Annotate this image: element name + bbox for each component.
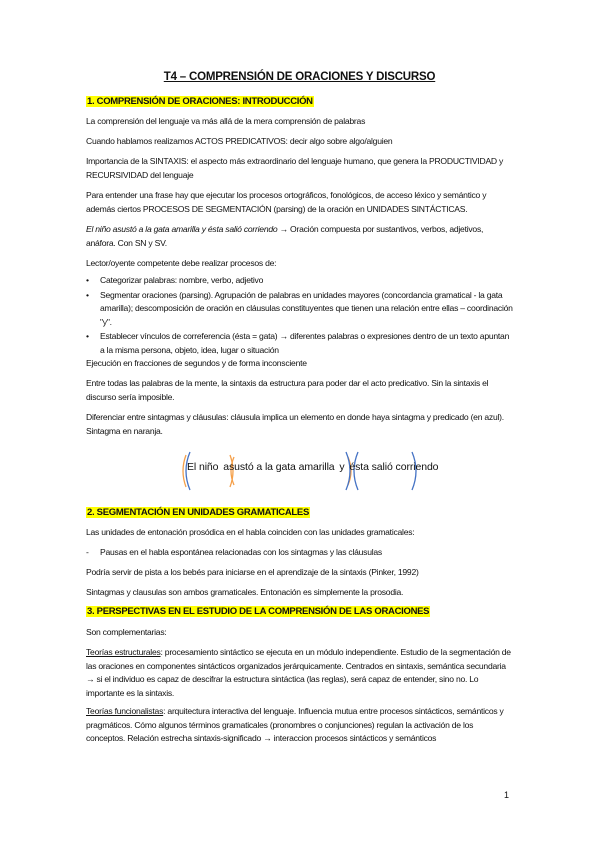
dash-marker: - bbox=[86, 547, 89, 557]
phrase-predicate: asustó a la gata amarilla bbox=[223, 461, 335, 473]
paragraph: Para entender una frase hay que ejecutar los procesos ortográficos, fonológicos, de acceso léxico y semántico y además ciertos PROCESOS DE SEGMENTACIÓN (parsing) de la oración en UNIDADES SINTÁCTICAS. bbox=[86, 190, 487, 214]
paragraph: La comprensión del lenguaje va más allá de la mera comprensión de palabras bbox=[86, 116, 366, 126]
example-explanation: → Oración compuesta por sustantivos, verbos, adjetivos, anáfora. Con SN y SV. bbox=[86, 224, 484, 248]
list-item: • Categorizar palabras: nombre, verbo, adjetivo bbox=[86, 274, 514, 288]
list-item: • Establecer vínculos de correferencia (ésta = gata) → diferentes palabras o expresiones dentro de un texto apuntan a la misma persona, objeto, idea, lugar o situación bbox=[86, 331, 510, 355]
paragraph: Entre todas las palabras de la mente, la sintaxis da estructura para poder dar el acto predicativo. Sin la sintaxis el discurso sería imposible. bbox=[86, 378, 489, 402]
bullet-marker: • bbox=[86, 289, 89, 300]
paragraph: Importancia de la SINTAXIS: el aspecto más extraordinario del lenguaje humano, que genera la PRODUCTIVIDAD y RECURSIVIDAD del lenguaje bbox=[86, 156, 504, 180]
example-paragraph bbox=[86, 223, 514, 250]
section-2-heading bbox=[86, 506, 514, 520]
paragraph: Podría servir de pista a los bebés para iniciarse en el aprendizaje de la sintaxis (Pinker, 1992) bbox=[86, 567, 419, 577]
structural-theories-paragraph: Teorías estructurales: procesamiento sintáctico se ejecuta en un módulo independiente. Estudio de la segmentación de las oraciones en componentes sintácticos organizados jerárquicamente. Centrados en sintaxis, semántica secundaria → si el individuo es capaz de descifrar la estructura sintáctica (las reglas), será capaz de entender, sino no. Lo importante es la sintaxis. bbox=[86, 647, 511, 698]
page-number: 1 bbox=[504, 790, 510, 800]
functionalist-theories-paragraph: Teorías funcionalistas: arquitectura interactiva del lenguaje. Influencia mutua entre procesos sintácticos, semánticos y pragmáticos. Cómo algunos términos gramaticales (pronombres o conjunciones) regulan la activación de los conceptos. Relación estrecha sintaxis-significado → interaccion procesos sintácticos y semánticos bbox=[86, 706, 504, 743]
term-label: Teorías funcionalistas bbox=[86, 706, 164, 716]
list-item: - Pausas en el habla espontánea relacionadas con los sintagmas y las cláusulas bbox=[86, 546, 514, 560]
section-heading: 1. COMPRENSIÓN DE ORACIONES: INTRODUCCIÓN bbox=[87, 96, 313, 107]
clause-second: ésta salió corriendo bbox=[349, 461, 439, 473]
paragraph: Sintagmas y clausulas son ambos gramaticales. Entonación es simplemente la prosodia. bbox=[86, 587, 404, 597]
paragraph: Son complementarias: bbox=[86, 627, 167, 637]
example-sentence: El niño asustó a la gata amarilla y ésta salió corriendo bbox=[86, 224, 278, 234]
bullet-marker: • bbox=[86, 275, 89, 285]
paragraph: Lector/oyente competente debe realizar procesos de: bbox=[86, 258, 277, 268]
section-3-heading bbox=[86, 605, 514, 619]
term-label: Teorías estructurales bbox=[86, 647, 161, 657]
dash-list bbox=[86, 546, 514, 561]
section-1-heading bbox=[86, 95, 514, 109]
paragraph: Las unidades de entonación prosódica en el habla coinciden con las unidades gramaticales: bbox=[86, 527, 415, 537]
document-title: T4 – COMPRENSIÓN DE ORACIONES Y DISCURSO bbox=[163, 71, 436, 83]
process-list bbox=[86, 274, 514, 358]
paragraph: Cuando hablamos realizamos ACTOS PREDICATIVOS: decir algo sobre algo/alguien bbox=[86, 136, 393, 146]
paragraph: Diferenciar entre sintagmas y cláusulas: cláusula implica un elemento en donde haya sintagma y predicado (en azul). Sintagma en naranja. bbox=[86, 412, 504, 436]
bullet-marker: • bbox=[86, 331, 89, 341]
segmentation-figure bbox=[178, 451, 439, 491]
section-heading: 2. SEGMENTACIÓN EN UNIDADES GRAMATICALES bbox=[87, 507, 309, 518]
paragraph: Ejecución en fracciones de segundos y de forma inconsciente bbox=[86, 358, 307, 368]
section-heading: 3. PERSPECTIVAS EN EL ESTUDIO DE LA COMPRENSIÓN DE LAS ORACIONES bbox=[87, 606, 430, 617]
example-sentence-segmented bbox=[186, 461, 439, 473]
list-item: • Segmentar oraciones (parsing). Agrupación de palabras en unidades mayores (concordancia gramatical - la gata amarilla); descomposición de oración en cláusulas constituyentes que tienen una relación entre ellas – coordinación "y". bbox=[86, 289, 513, 327]
conjunction: y bbox=[339, 461, 345, 473]
phrase-subject: El niño bbox=[187, 461, 219, 473]
